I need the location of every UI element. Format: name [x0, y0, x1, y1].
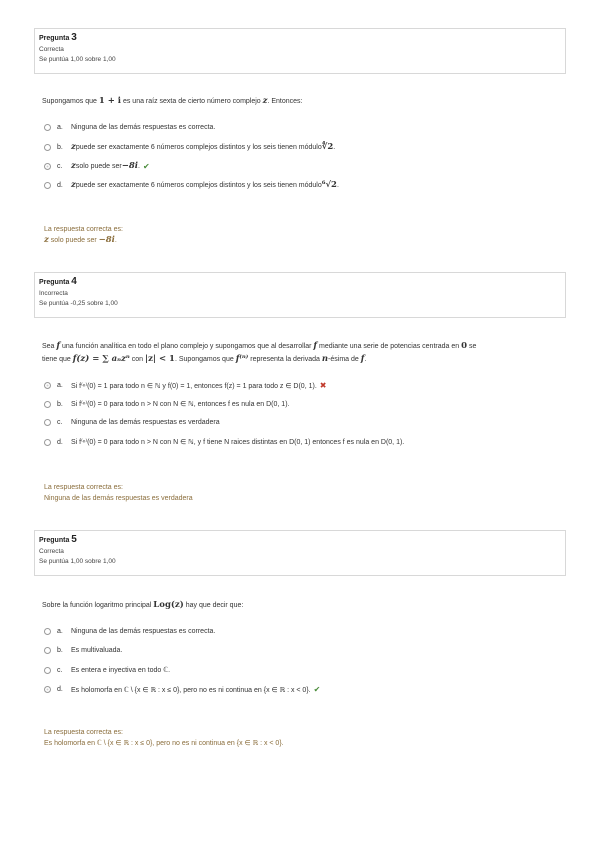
question-5-score: Se puntúa 1,00 sobre 1,00 — [39, 558, 116, 565]
q5-option-b[interactable]: b. Es multivaluada. — [44, 647, 122, 654]
question-3-score: Se puntúa 1,00 sobre 1,00 — [39, 56, 116, 63]
correct-check-icon: ✔ — [313, 685, 321, 694]
question-4-info — [34, 272, 566, 318]
q3-option-a[interactable]: a. Ninguna de las demás respuestas es correcta. — [44, 124, 215, 131]
question-3-status: Correcta — [39, 46, 64, 53]
radio-button-selected[interactable] — [44, 163, 51, 170]
q4-option-b[interactable]: b. Si f⁽ⁿ⁾(0) = 0 para todo n > N con N ∈ ℕ, entonces f es nula en D(0, 1). — [44, 400, 289, 408]
radio-button[interactable] — [44, 144, 51, 151]
q3-option-b[interactable]: b. z puede ser exactamente 6 números complejos distintos y los seis tienen módulo ∜2 . — [44, 142, 335, 152]
question-3-text: Supongamos que 1 + i es una raíz sexta de cierto número complejo z. Entonces: — [42, 96, 303, 106]
q3-option-d[interactable]: d. z puede ser exactamente 6 números complejos distintos y los seis tienen módulo ⁶√2 . — [44, 180, 339, 190]
q4-option-c[interactable]: c. Ninguna de las demás respuestas es verdadera — [44, 419, 220, 426]
question-3-title: Pregunta 3 — [39, 32, 77, 43]
radio-button[interactable] — [44, 667, 51, 674]
radio-button[interactable] — [44, 182, 51, 189]
q5-option-c[interactable]: c. Es entera e inyectiva en todo ℂ. — [44, 666, 170, 674]
question-3-feedback: La respuesta correcta es: z solo puede ser −8i. — [44, 226, 123, 245]
question-5-text: Sobre la función logaritmo principal Log(z) hay que decir que: — [42, 600, 244, 610]
q4-option-d[interactable]: d. Si f⁽ⁿ⁾(0) = 0 para todo n > N con N ∈ ℕ, y f tiene N raices distintas en D(0, 1) entonces f es nula en D(0, 1). — [44, 438, 404, 446]
question-4-title: Pregunta 4 — [39, 276, 77, 287]
question-5-info — [34, 530, 566, 576]
q5-option-a[interactable]: a. Ninguna de las demás respuestas es correcta. — [44, 628, 215, 635]
question-4-status: Incorrecta — [39, 290, 68, 297]
radio-button[interactable] — [44, 439, 51, 446]
radio-button[interactable] — [44, 419, 51, 426]
radio-button-selected[interactable] — [44, 686, 51, 693]
question-4-score: Se puntúa -0,25 sobre 1,00 — [39, 300, 118, 307]
incorrect-cross-icon: ✖ — [319, 381, 327, 390]
question-5-title: Pregunta 5 — [39, 534, 77, 545]
q3-option-c[interactable]: c. z solo puede ser −8i . ✔ — [44, 161, 150, 171]
question-4-text: Sea f una función analítica en todo el plano complejo y supongamos que al desarrollar f mediante una serie de potencias centrada en 0 se tiene que f(z) = ∑ aₙzⁿ con |z| < 1. Supongamos que f⁽ⁿ⁾ representa la derivada n-ésima de f. — [42, 341, 477, 364]
radio-button-selected[interactable] — [44, 382, 51, 389]
q5-option-d[interactable]: d. Es holomorfa en ℂ \ {x ∈ ℝ : x ≤ 0}, pero no es ni continua en {x ∈ ℝ : x < 0}. ✔ — [44, 685, 320, 694]
correct-check-icon: ✔ — [142, 161, 150, 171]
question-5-status: Correcta — [39, 548, 64, 555]
radio-button[interactable] — [44, 124, 51, 131]
question-5-feedback: La respuesta correcta es: Es holomorfa en ℂ \ {x ∈ ℝ : x ≤ 0}, pero no es ni continua en {x ∈ ℝ : x < 0}. — [44, 729, 284, 747]
question-4-feedback: La respuesta correcta es: Ninguna de las demás respuestas es verdadera — [44, 484, 193, 502]
radio-button[interactable] — [44, 647, 51, 654]
radio-button[interactable] — [44, 401, 51, 408]
q4-option-a[interactable]: a. Si f⁽ⁿ⁾(0) = 1 para todo n ∈ ℕ y f(0) = 1, entonces f(z) = 1 para todo z ∈ D(0, 1). ✖ — [44, 381, 326, 390]
question-3-info — [34, 28, 566, 74]
radio-button[interactable] — [44, 628, 51, 635]
